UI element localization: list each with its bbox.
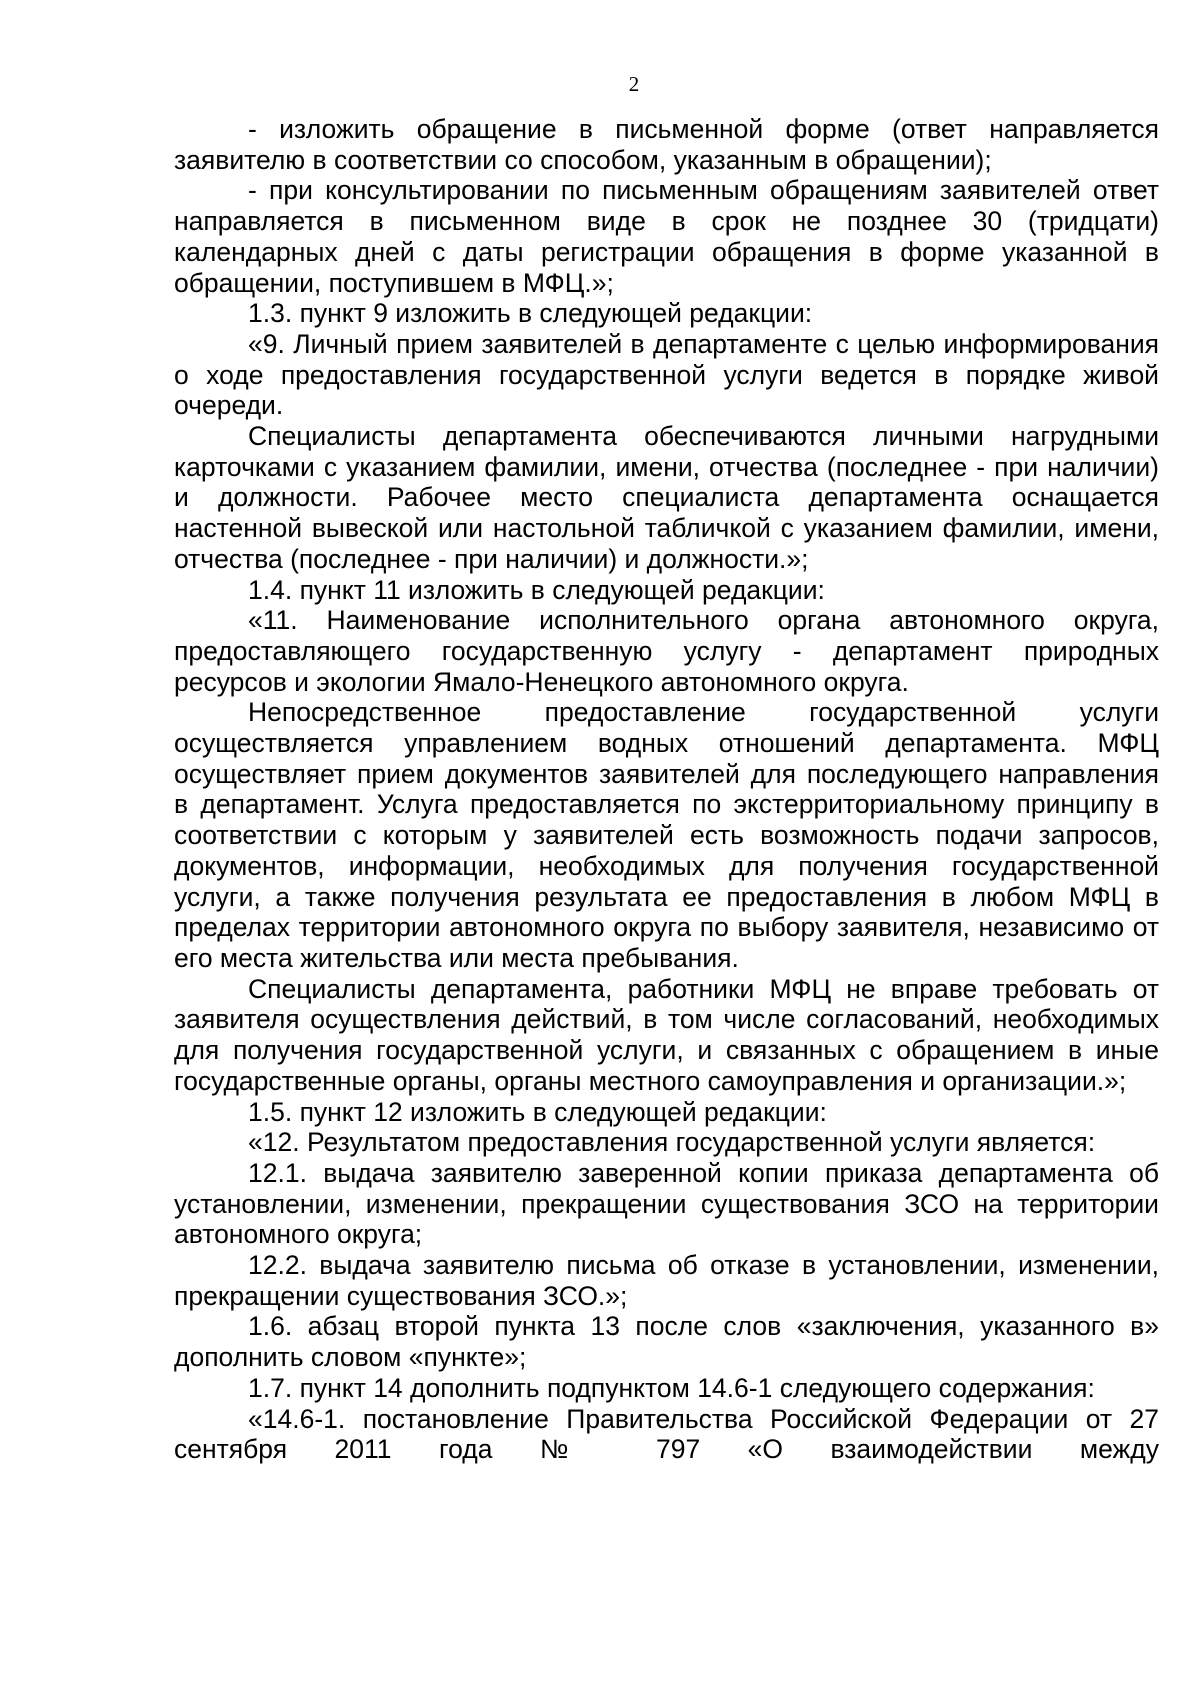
paragraph: «9. Личный прием заявителей в департаменте с целью информирования о ходе предоставления государственной услуги ведется в порядке живой очереди. [174,328,1159,421]
paragraph: Специалисты департамента, работники МФЦ не вправе требовать от заявителя осуществления действий, в том числе согласований, необходимых для получения государственной услуги, и связанных с обращением в иные государственные органы, органы местного самоуправления и организации.»; [174,973,1159,1096]
paragraph-continued: «14.6-1. постановление Правительства Российской Федерации от 27 сентября 2011 года № 797 «О взаимодействии между [174,1403,1159,1465]
paragraph: - при консультировании по письменным обращениям заявителей ответ направляется в письменном виде в срок не позднее 30 (тридцати) календарных дней с даты регистрации обращения в форме указанной в обращении, поступившем в МФЦ.»; [174,175,1159,298]
paragraph: 1.7. пункт 14 дополнить подпунктом 14.6-1 следующего содержания: [248,1372,1095,1403]
paragraph: - изложить обращение в письменной форме (ответ направляется заявителю в соответствии со способом, указанным в обращении); [174,114,1159,175]
paragraph: «12. Результатом предоставления государственной услуги является: [248,1127,1096,1158]
document-body [174,114,1159,1465]
page-number: 2 [628,72,640,96]
paragraph: «11. Наименование исполнительного органа автономного округа, предоставляющего государственную услугу - департамент природных ресурсов и экологии Ямало-Ненецкого автономного округа. [174,605,1159,697]
paragraph: 1.6. абзац второй пункта 13 после слов «заключения, указанного в» дополнить словом «пункте»; [174,1311,1159,1373]
paragraph: 1.4. пункт 11 изложить в следующей редакции: [248,574,825,605]
paragraph: Специалисты департамента обеспечиваются личными нагрудными карточками с указанием фамилии, имени, отчества (последнее - при наличии) и должности. Рабочее место специалиста департамента оснащается настенной вывеской или настольной табличкой с указанием фамилии, имени, отчества (последнее - при наличии) и должности.»; [174,421,1159,574]
paragraph: 1.5. пункт 12 изложить в следующей редакции: [248,1096,827,1127]
paragraph: 12.2. выдача заявителю письма об отказе в установлении, изменении, прекращении существования ЗСО.»; [174,1250,1159,1311]
paragraph: 12.1. выдача заявителю заверенной копии приказа департамента об установлении, изменении, прекращении существования ЗСО на территории автономного округа; [174,1157,1159,1250]
paragraph: 1.3. пункт 9 изложить в следующей редакции: [248,298,813,329]
paragraph: Непосредственное предоставление государственной услуги осуществляется управлением водных отношений департамента. МФЦ осуществляет прием документов заявителей для последующего направления в департамент. Услуга предоставляется по экстерриториальному принципу в соответствии с которым у заявителей есть возможность подачи запросов, документов, информации, необходимых для получения государственной услуги, а также получения результата ее предоставления в любом МФЦ в пределах территории автономного округа по выбору заявителя, независимо от его места жительства или места пребывания. [174,697,1159,973]
